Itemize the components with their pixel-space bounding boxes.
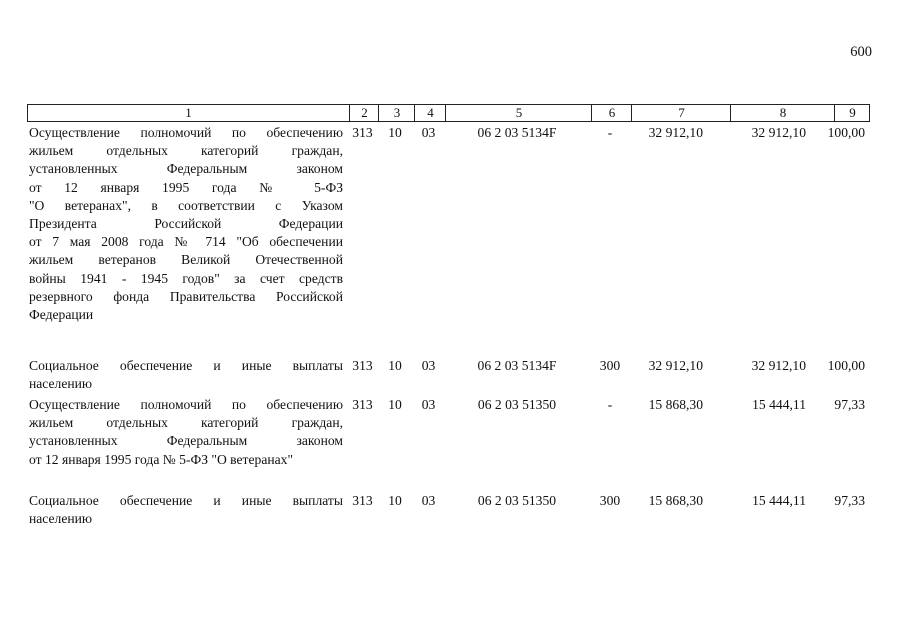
description-line: от 12 января 1995 года № 5-ФЗ <box>29 179 343 195</box>
description-line: резервного фонда Правительства Российской <box>29 288 343 304</box>
header-col-8: 8 <box>730 105 835 121</box>
table-header <box>27 104 870 122</box>
cell-target-article: 06 2 03 5134F <box>477 125 557 140</box>
budget-table <box>27 104 870 527</box>
description-line: жильем отдельных категорий граждан, <box>29 415 343 431</box>
row-description <box>29 357 343 393</box>
header-col-4: 4 <box>414 105 446 121</box>
cell-code: 313 <box>352 397 373 412</box>
description-line: войны 1941 - 1945 годов" за счет средств <box>29 270 343 286</box>
cell-percent: 100,00 <box>827 358 865 373</box>
cell-planned: 32 912,10 <box>648 125 703 140</box>
cell-executed: 15 444,11 <box>752 397 806 412</box>
cell-subsection: 03 <box>421 358 436 373</box>
row-description <box>29 124 343 324</box>
cell-executed: 15 444,11 <box>752 493 806 508</box>
cell-planned: 15 868,30 <box>648 493 703 508</box>
cell-subsection: 03 <box>421 125 436 140</box>
cell-expense-type: - <box>607 397 613 412</box>
cell-percent: 97,33 <box>834 397 865 412</box>
cell-section: 10 <box>388 397 402 412</box>
cell-code: 313 <box>352 493 373 508</box>
header-col-7: 7 <box>631 105 731 121</box>
description-line: населению <box>29 376 93 392</box>
cell-expense-type: - <box>607 125 613 140</box>
description-line: жильем ветеранов Великой Отечественной <box>29 252 343 268</box>
cell-section: 10 <box>388 493 402 508</box>
description-line: населению <box>29 511 93 527</box>
cell-percent: 100,00 <box>827 125 865 140</box>
row-description <box>29 492 343 528</box>
header-col-3: 3 <box>378 105 415 121</box>
header-col-9: 9 <box>834 105 870 121</box>
description-line: Осуществление полномочий по обеспечению <box>29 397 343 412</box>
cell-target-article: 06 2 03 51350 <box>477 397 557 412</box>
header-col-1: 1 <box>185 105 192 120</box>
cell-subsection: 03 <box>421 493 436 508</box>
cell-planned: 15 868,30 <box>648 397 703 412</box>
header-col-5: 5 <box>445 105 592 121</box>
page-number: 600 <box>850 44 872 60</box>
row-description <box>29 396 343 469</box>
description-line: Осуществление полномочий по обеспечению <box>29 125 343 140</box>
description-line: установленных Федеральным законом <box>29 161 343 177</box>
description-line: Социальное обеспечение и иные выплаты <box>29 358 343 373</box>
description-line: от 12 января 1995 года № 5-ФЗ "О ветеранах" <box>29 451 294 467</box>
cell-section: 10 <box>388 125 402 140</box>
description-line: Социальное обеспечение и иные выплаты <box>29 493 343 508</box>
cell-expense-type: 300 <box>599 358 621 373</box>
header-col-2: 2 <box>349 105 379 121</box>
description-line: Президента Российской Федерации <box>29 215 343 231</box>
description-line: жильем отдельных категорий граждан, <box>29 143 343 159</box>
description-line: установленных Федеральным законом <box>29 433 343 449</box>
cell-section: 10 <box>388 358 402 373</box>
description-line: от 7 мая 2008 года № 714 "Об обеспечении <box>29 234 343 250</box>
cell-target-article: 06 2 03 5134F <box>477 358 557 373</box>
cell-percent: 97,33 <box>834 493 865 508</box>
cell-planned: 32 912,10 <box>648 358 703 373</box>
cell-target-article: 06 2 03 51350 <box>477 493 557 508</box>
cell-executed: 32 912,10 <box>751 125 806 140</box>
cell-executed: 32 912,10 <box>751 358 806 373</box>
header-col-6: 6 <box>591 105 632 121</box>
cell-subsection: 03 <box>421 397 436 412</box>
cell-expense-type: 300 <box>599 493 621 508</box>
description-line: "О ветеранах", в соответствии с Указом <box>29 197 343 213</box>
cell-code: 313 <box>352 358 373 373</box>
description-line: Федерации <box>29 306 94 322</box>
cell-code: 313 <box>352 125 373 140</box>
